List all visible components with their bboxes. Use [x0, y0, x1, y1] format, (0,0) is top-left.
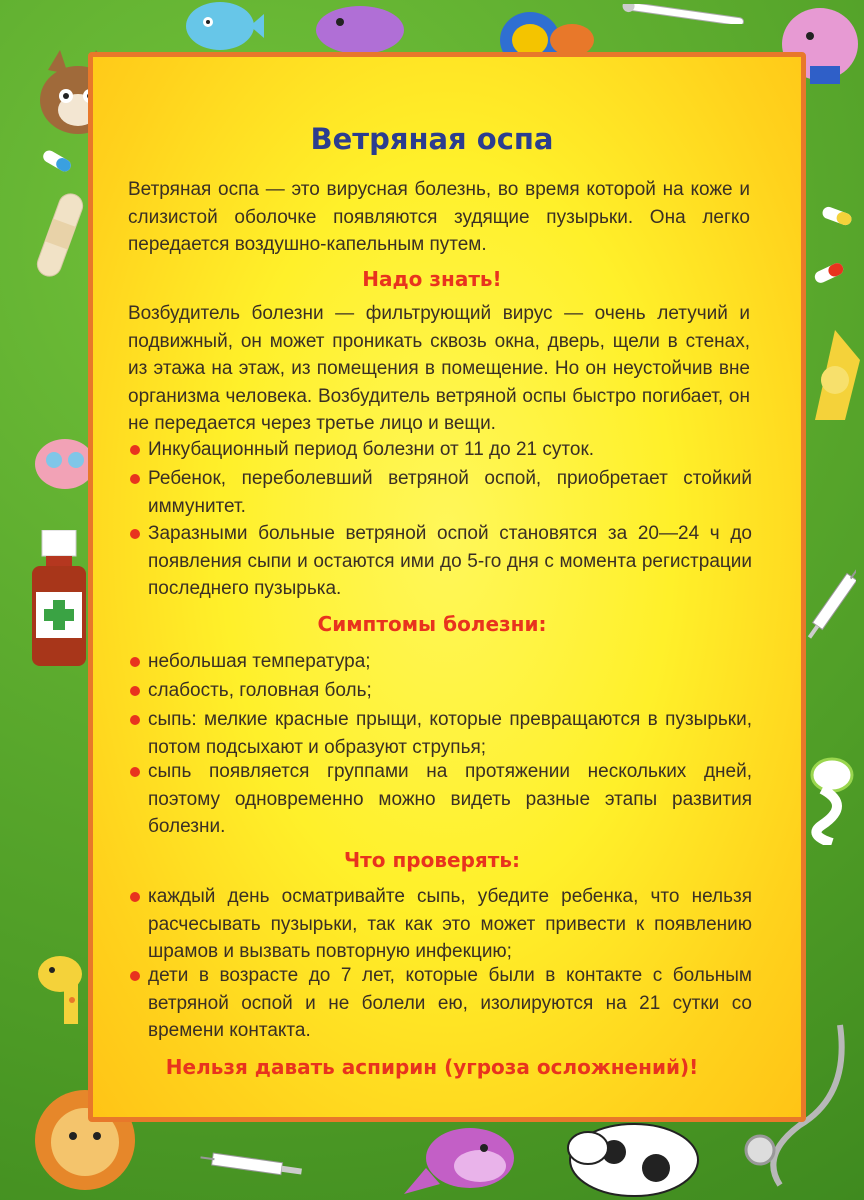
bullet-dot-icon — [130, 445, 140, 455]
fox-icon — [805, 320, 864, 430]
page-title: Ветряная оспа — [310, 122, 554, 156]
bullet-dot-icon — [130, 657, 140, 667]
syringe-icon — [200, 1150, 310, 1180]
intro-paragraph: Ветряная оспа — это вирусная болезнь, во время которой на коже и слизистой оболочке появляются зудящие пузырьки. Она легко передается воздушно-капельным путем. — [128, 179, 750, 255]
list-item: сыпь появляется группами на протяжении нескольких дней, поэтому одновременно можно видеть разные этапы развития болезни. — [128, 758, 752, 841]
list-item: дети в возрасте до 7 лет, которые были в контакте с больным ветряной оспой и не болели ею, изолируются на 21 сутки со времени контакта. — [128, 962, 752, 1045]
list-item: небольшая температура; — [128, 648, 752, 676]
section-heading-check: Что проверять: — [344, 848, 520, 872]
section-heading-know: Надо знать! — [362, 267, 502, 291]
list-item: слабость, головная боль; — [128, 677, 752, 705]
snake-icon — [802, 755, 862, 845]
list-item: каждый день осматривайте сыпь, убедите ребенка, что нельзя расчесывать пузырьки, так как это может привести к появлению шрамов и вызвать повторную инфекцию; — [128, 883, 752, 966]
bullet-dot-icon — [130, 715, 140, 725]
bullet-dot-icon — [130, 892, 140, 902]
list-item: сыпь: мелкие красные прыщи, которые превращаются в пузырьки, потом подсыхают и образуют струпья; — [128, 706, 752, 761]
pill-capsule-icon — [820, 205, 854, 227]
know-paragraph: Возбудитель болезни — фильтрующий вирус — очень летучий и подвижный, он может проникать сквозь окна, дверь, щели в стенах, из этажа на этаж, из помещения в помещение. Но он неустойчив вне организма человека. Возбудитель ветряной оспы быстро погибает, он не передается через третье лицо и вещи. — [128, 303, 750, 434]
list-item: Заразными больные ветряной оспой становятся за 20—24 ч до появления сыпи и остаются ими до 5-го дня с момента регистрации последнего пузырька. — [128, 520, 752, 603]
list-item: Ребенок, переболевший ветряной оспой, приобретает стойкий иммунитет. — [128, 465, 752, 520]
aspirin-warning: Нельзя давать аспирин (угроза осложнений)! — [165, 1055, 699, 1079]
bullet-dot-icon — [130, 529, 140, 539]
bullet-dot-icon — [130, 686, 140, 696]
syringe-icon — [806, 560, 856, 650]
hippo-icon — [310, 0, 410, 55]
section-heading-symptoms: Симптомы болезни: — [317, 612, 547, 636]
bullet-dot-icon — [130, 767, 140, 777]
list-item: Инкубационный период болезни от 11 до 21 суток. — [128, 436, 752, 464]
bullet-dot-icon — [130, 971, 140, 981]
bullet-dot-icon — [130, 474, 140, 484]
thermometer-icon — [620, 4, 750, 24]
fish-icon — [180, 0, 265, 55]
medicine-bottle-icon — [28, 530, 90, 670]
